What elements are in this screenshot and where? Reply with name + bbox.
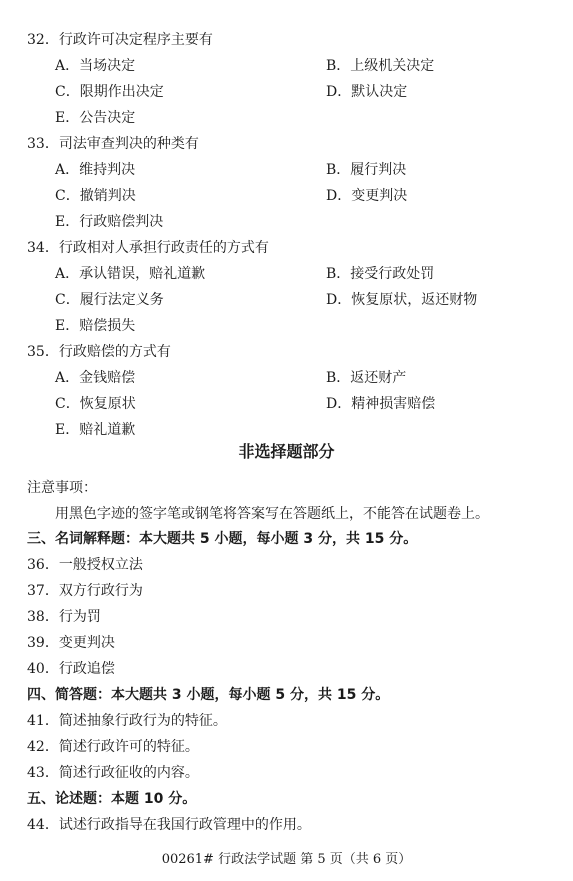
section-heading: 五、论述题：本题 10 分。 xyxy=(27,791,197,807)
short-answer-item: 43．简述行政征收的内容。 xyxy=(27,765,199,781)
option-e: E．赔偿损失 xyxy=(55,318,136,334)
notice-label: 注意事项： xyxy=(27,480,97,496)
section-heading: 三、名词解释题：本大题共 5 小题，每小题 3 分，共 15 分。 xyxy=(27,531,418,547)
term-item: 36．一般授权立法 xyxy=(27,557,143,573)
part-title: 非选择题部分 xyxy=(238,442,335,461)
option-d: D．默认决定 xyxy=(326,84,408,100)
option-d: D．恢复原状，返还财物 xyxy=(326,292,478,308)
question-stem: 35．行政赔偿的方式有 xyxy=(27,344,171,360)
option-d: D．精神损害赔偿 xyxy=(326,396,436,412)
option-c: C．恢复原状 xyxy=(55,396,136,412)
term-item: 40．行政追偿 xyxy=(27,661,115,677)
page-footer: 00261# 行政法学试题 第 5 页（共 6 页） xyxy=(161,852,412,867)
option-e: E．赔礼道歉 xyxy=(55,422,136,438)
option-d: D．变更判决 xyxy=(326,188,408,204)
option-b: B．上级机关决定 xyxy=(326,58,435,74)
option-b: B．履行判决 xyxy=(326,162,407,178)
option-e: E．行政赔偿判决 xyxy=(55,214,164,230)
short-answer-item: 41．简述抽象行政行为的特征。 xyxy=(27,713,227,729)
notice-text: 用黑色字迹的签字笔或钢笔将答案写在答题纸上，不能答在试题卷上。 xyxy=(55,506,489,522)
essay-item: 44．试述行政指导在我国行政管理中的作用。 xyxy=(27,817,311,833)
term-item: 37．双方行政行为 xyxy=(27,583,143,599)
term-item: 38．行为罚 xyxy=(27,609,101,625)
option-a: A．金钱赔偿 xyxy=(55,370,136,386)
question-stem: 32．行政许可决定程序主要有 xyxy=(27,32,213,48)
question-stem: 34．行政相对人承担行政责任的方式有 xyxy=(27,240,269,256)
term-item: 39．变更判决 xyxy=(27,635,115,651)
option-c: C．履行法定义务 xyxy=(55,292,164,308)
option-b: B．返还财产 xyxy=(326,370,407,386)
option-b: B．接受行政处罚 xyxy=(326,266,435,282)
option-a: A．当场决定 xyxy=(55,58,136,74)
option-a: A．维持判决 xyxy=(55,162,136,178)
section-heading: 四、简答题：本大题共 3 小题，每小题 5 分，共 15 分。 xyxy=(27,687,390,703)
question-stem: 33．司法审查判决的种类有 xyxy=(27,136,199,152)
short-answer-item: 42．简述行政许可的特征。 xyxy=(27,739,199,755)
option-e: E．公告决定 xyxy=(55,110,136,126)
option-c: C．限期作出决定 xyxy=(55,84,164,100)
option-c: C．撤销判决 xyxy=(55,188,136,204)
option-a: A．承认错误，赔礼道歉 xyxy=(55,266,206,282)
